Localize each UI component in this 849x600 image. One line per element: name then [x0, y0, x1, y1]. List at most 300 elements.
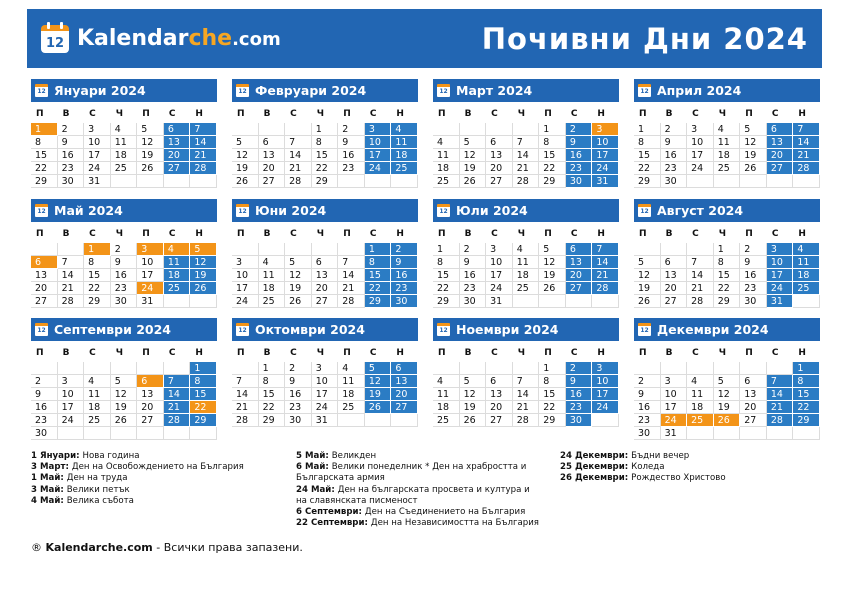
empty-day-cell — [259, 243, 286, 256]
weekday-label: С — [491, 109, 498, 119]
calendar-icon — [41, 25, 69, 53]
holiday-list-col-1 — [31, 451, 244, 507]
day-cell: 31 — [137, 295, 164, 308]
day-cell: 18 — [84, 401, 111, 414]
day-cell: 19 — [365, 388, 392, 401]
day-cell: 9 — [338, 136, 365, 149]
holiday-date: 24 Декември: — [560, 451, 632, 461]
day-cell: 23 — [661, 162, 688, 175]
day-cell: 8 — [259, 375, 286, 388]
day-cell: 1 — [84, 243, 111, 256]
weekday-label: В — [464, 348, 472, 358]
day-cell: 7 — [687, 256, 714, 269]
day-cell: 24 — [84, 162, 111, 175]
holiday-list-item — [296, 462, 539, 473]
day-cell: 3 — [84, 123, 111, 136]
day-cell: 12 — [365, 375, 392, 388]
holiday-name: Ден на труда — [66, 473, 128, 484]
day-cell: 25 — [433, 414, 460, 427]
empty-day-cell — [592, 414, 619, 427]
day-cell: 14 — [767, 388, 794, 401]
weekday-label: П — [343, 348, 351, 358]
day-cell: 17 — [137, 269, 164, 282]
day-cell: 14 — [513, 149, 540, 162]
weekday-label: С — [290, 229, 297, 239]
day-cell: 26 — [714, 414, 741, 427]
day-cell: 1 — [31, 123, 58, 136]
holiday-list-item — [31, 496, 244, 507]
day-cell: 18 — [793, 269, 820, 282]
day-cell: 28 — [164, 414, 191, 427]
holiday-date: 22 Септември: — [296, 518, 371, 529]
weekday-row — [31, 106, 217, 123]
day-cell: 26 — [285, 295, 312, 308]
day-cell: 11 — [111, 136, 138, 149]
month-calendar — [433, 79, 619, 188]
day-cell: 26 — [539, 282, 566, 295]
holiday-list-item — [296, 473, 539, 484]
day-cell: 18 — [111, 149, 138, 162]
weekday-label: В — [62, 348, 70, 358]
day-cell: 2 — [285, 362, 312, 375]
day-cell: 5 — [190, 243, 217, 256]
month-title: Октомври 2024 — [255, 322, 365, 337]
holiday-list-item — [560, 451, 726, 462]
day-cell: 8 — [84, 256, 111, 269]
calendar-icon-number: 12 — [238, 88, 247, 95]
weekday-label: В — [263, 229, 271, 239]
holiday-name: Ден на Съединението на България — [364, 507, 526, 518]
day-cell: 10 — [767, 256, 794, 269]
month-header — [31, 199, 217, 222]
day-cell: 12 — [111, 388, 138, 401]
empty-day-cell — [365, 414, 392, 427]
day-cell: 12 — [460, 149, 487, 162]
holiday-date: 5 Май: — [296, 451, 332, 461]
day-cell: 14 — [338, 269, 365, 282]
day-cell: 5 — [232, 136, 259, 149]
month-title: Януари 2024 — [54, 83, 146, 98]
day-cell: 4 — [84, 375, 111, 388]
holiday-list-item — [31, 462, 244, 473]
holiday-list-item — [31, 473, 244, 484]
day-cell: 20 — [31, 282, 58, 295]
day-cell: 16 — [566, 149, 593, 162]
day-cell: 30 — [391, 295, 418, 308]
calendar-icon — [236, 84, 249, 97]
month-header — [31, 318, 217, 341]
weekday-label: П — [745, 229, 753, 239]
day-cell: 30 — [740, 295, 767, 308]
day-cell: 4 — [513, 243, 540, 256]
weekday-label: Ч — [517, 109, 525, 119]
day-cell: 3 — [592, 123, 619, 136]
day-cell: 10 — [592, 136, 619, 149]
weekday-label: Ч — [115, 229, 123, 239]
empty-day-cell — [338, 414, 365, 427]
holiday-date: 3 Май: — [31, 484, 67, 495]
month-header — [634, 79, 820, 102]
day-cell: 18 — [391, 149, 418, 162]
holiday-date: 4 Май: — [31, 495, 67, 506]
month-title: Май 2024 — [54, 203, 123, 218]
day-cell: 12 — [539, 256, 566, 269]
day-cell: 11 — [164, 256, 191, 269]
weekday-label: П — [343, 229, 351, 239]
holiday-date: 6 Май: — [296, 462, 332, 473]
empty-day-cell — [58, 427, 85, 440]
empty-day-cell — [190, 175, 217, 188]
day-cell: 28 — [513, 175, 540, 188]
day-cell: 22 — [539, 401, 566, 414]
weekday-row — [433, 106, 619, 123]
month-title: Август 2024 — [657, 203, 744, 218]
day-cell: 30 — [634, 427, 661, 440]
weekday-label: В — [62, 229, 70, 239]
weekday-label: В — [464, 229, 472, 239]
weekday-label: С — [491, 348, 498, 358]
day-cell: 1 — [634, 123, 661, 136]
day-cell: 21 — [767, 401, 794, 414]
calendar-icon — [437, 84, 450, 97]
day-cell: 20 — [566, 269, 593, 282]
weekday-label: П — [237, 348, 245, 358]
day-cell: 9 — [460, 256, 487, 269]
day-cell: 27 — [259, 175, 286, 188]
weekday-row — [232, 106, 418, 123]
day-cell: 13 — [566, 256, 593, 269]
weekday-label: Н — [195, 109, 203, 119]
holiday-list-item — [296, 496, 539, 507]
day-cell: 17 — [312, 388, 339, 401]
holiday-date: 3 Март: — [31, 462, 72, 473]
day-cell: 2 — [391, 243, 418, 256]
day-cell: 19 — [111, 401, 138, 414]
holiday-name: Ден на българската просвета и култура и — [337, 484, 530, 495]
day-cell: 30 — [566, 175, 593, 188]
month-header — [232, 199, 418, 222]
day-cell: 5 — [460, 136, 487, 149]
day-grid — [31, 243, 217, 308]
day-cell: 1 — [259, 362, 286, 375]
empty-day-cell — [566, 295, 593, 308]
month-calendar — [634, 318, 820, 440]
day-cell: 18 — [433, 162, 460, 175]
weekday-label: П — [237, 229, 245, 239]
month-calendar — [31, 318, 217, 440]
day-cell: 24 — [767, 282, 794, 295]
day-cell: 30 — [566, 414, 593, 427]
day-cell: 11 — [259, 269, 286, 282]
day-grid — [232, 362, 418, 427]
holiday-name: на славянската писменост — [296, 495, 418, 506]
day-cell: 17 — [661, 401, 688, 414]
month-header — [433, 199, 619, 222]
day-cell: 5 — [460, 375, 487, 388]
day-cell: 31 — [592, 175, 619, 188]
day-cell: 15 — [793, 388, 820, 401]
month-calendar — [634, 79, 820, 188]
day-cell: 21 — [338, 282, 365, 295]
weekday-label: С — [570, 229, 578, 239]
day-cell: 16 — [661, 149, 688, 162]
day-grid — [433, 362, 619, 427]
weekday-label: П — [142, 109, 150, 119]
day-cell: 27 — [31, 295, 58, 308]
day-cell: 3 — [661, 375, 688, 388]
day-cell: 16 — [338, 149, 365, 162]
day-cell: 23 — [740, 282, 767, 295]
holiday-name: Ден на Независимостта на България — [370, 518, 539, 529]
day-cell: 22 — [365, 282, 392, 295]
day-cell: 2 — [111, 243, 138, 256]
empty-day-cell — [164, 427, 191, 440]
weekday-label: С — [692, 109, 699, 119]
holiday-name: Българската армия — [296, 473, 385, 484]
empty-day-cell — [486, 362, 513, 375]
weekday-label: Ч — [316, 348, 324, 358]
day-cell: 5 — [111, 375, 138, 388]
footer — [31, 541, 303, 554]
day-cell: 26 — [111, 414, 138, 427]
day-grid — [232, 123, 418, 188]
day-cell: 13 — [164, 136, 191, 149]
month-title: Юни 2024 — [255, 203, 327, 218]
day-cell: 30 — [31, 427, 58, 440]
calendar-icon — [236, 204, 249, 217]
day-cell: 22 — [433, 282, 460, 295]
weekday-label: С — [290, 348, 297, 358]
day-cell: 26 — [365, 401, 392, 414]
weekday-label: С — [89, 229, 96, 239]
day-cell: 24 — [365, 162, 392, 175]
day-cell: 10 — [592, 375, 619, 388]
day-cell: 20 — [259, 162, 286, 175]
empty-day-cell — [190, 295, 217, 308]
day-cell: 21 — [592, 269, 619, 282]
weekday-label: П — [237, 109, 245, 119]
day-cell: 4 — [259, 256, 286, 269]
logo-part3: .com — [232, 29, 281, 50]
day-cell: 20 — [767, 149, 794, 162]
day-cell: 25 — [433, 175, 460, 188]
month-calendar — [433, 318, 619, 427]
day-cell: 12 — [740, 136, 767, 149]
day-cell: 27 — [566, 282, 593, 295]
day-cell: 17 — [58, 401, 85, 414]
day-cell: 9 — [566, 136, 593, 149]
month-header — [634, 199, 820, 222]
weekday-label: Н — [597, 229, 605, 239]
page-title: Почивни Дни 2024 — [481, 21, 808, 56]
day-cell: 31 — [84, 175, 111, 188]
day-cell: 22 — [634, 162, 661, 175]
empty-day-cell — [661, 243, 688, 256]
empty-day-cell — [714, 175, 741, 188]
day-cell: 2 — [634, 375, 661, 388]
weekday-label: Н — [798, 229, 806, 239]
day-cell: 30 — [460, 295, 487, 308]
day-cell: 29 — [714, 295, 741, 308]
day-cell: 28 — [793, 162, 820, 175]
day-cell: 18 — [338, 388, 365, 401]
day-cell: 9 — [31, 388, 58, 401]
weekday-label: П — [639, 109, 647, 119]
holiday-name: Бъдни вечер — [631, 451, 690, 461]
day-cell: 3 — [767, 243, 794, 256]
day-cell: 17 — [687, 149, 714, 162]
empty-day-cell — [31, 243, 58, 256]
day-cell: 29 — [312, 175, 339, 188]
day-cell: 27 — [767, 162, 794, 175]
empty-day-cell — [338, 243, 365, 256]
day-cell: 21 — [793, 149, 820, 162]
empty-day-cell — [714, 427, 741, 440]
weekday-label: П — [745, 109, 753, 119]
calendar-icon-number: 12 — [439, 88, 448, 95]
day-cell: 28 — [687, 295, 714, 308]
day-cell: 3 — [232, 256, 259, 269]
day-cell: 13 — [486, 388, 513, 401]
empty-day-cell — [58, 243, 85, 256]
day-cell: 19 — [714, 401, 741, 414]
day-cell: 20 — [137, 401, 164, 414]
day-cell: 24 — [592, 162, 619, 175]
day-cell: 16 — [740, 269, 767, 282]
calendar-icon — [236, 323, 249, 336]
holiday-date: 25 Декември: — [560, 462, 632, 473]
holiday-list-col-2 — [296, 451, 539, 529]
day-cell: 8 — [793, 375, 820, 388]
day-cell: 24 — [58, 414, 85, 427]
weekday-label: Ч — [718, 348, 726, 358]
day-cell: 27 — [661, 295, 688, 308]
calendar-icon-number: 12 — [238, 327, 247, 334]
day-cell: 26 — [137, 162, 164, 175]
empty-day-cell — [433, 123, 460, 136]
empty-day-cell — [767, 362, 794, 375]
weekday-label: П — [745, 348, 753, 358]
empty-day-cell — [767, 175, 794, 188]
day-cell: 13 — [31, 269, 58, 282]
calendar-icon — [35, 204, 48, 217]
holiday-list-col-3 — [560, 451, 726, 485]
weekday-label: С — [89, 109, 96, 119]
day-cell: 17 — [84, 149, 111, 162]
day-cell: 23 — [391, 282, 418, 295]
weekday-label: П — [639, 229, 647, 239]
day-cell: 15 — [84, 269, 111, 282]
day-cell: 4 — [111, 123, 138, 136]
day-cell: 15 — [259, 388, 286, 401]
empty-day-cell — [190, 427, 217, 440]
day-cell: 26 — [232, 175, 259, 188]
day-cell: 20 — [312, 282, 339, 295]
day-cell: 3 — [687, 123, 714, 136]
empty-day-cell — [312, 243, 339, 256]
day-cell: 28 — [58, 295, 85, 308]
day-cell: 3 — [137, 243, 164, 256]
day-cell: 21 — [513, 162, 540, 175]
day-cell: 18 — [513, 269, 540, 282]
day-cell: 31 — [767, 295, 794, 308]
weekday-label: Ч — [517, 348, 525, 358]
day-cell: 25 — [164, 282, 191, 295]
day-cell: 7 — [513, 136, 540, 149]
day-cell: 29 — [539, 175, 566, 188]
weekday-label: С — [290, 109, 297, 119]
day-cell: 7 — [232, 375, 259, 388]
day-cell: 6 — [566, 243, 593, 256]
day-cell: 17 — [767, 269, 794, 282]
empty-day-cell — [391, 414, 418, 427]
day-cell: 22 — [190, 401, 217, 414]
day-cell: 16 — [58, 149, 85, 162]
empty-day-cell — [740, 427, 767, 440]
day-cell: 28 — [592, 282, 619, 295]
day-cell: 11 — [513, 256, 540, 269]
empty-day-cell — [391, 175, 418, 188]
day-cell: 11 — [687, 388, 714, 401]
weekday-label: Н — [396, 348, 404, 358]
logo-text — [77, 26, 281, 51]
day-cell: 13 — [312, 269, 339, 282]
holiday-list-item — [296, 518, 539, 529]
weekday-label: В — [665, 229, 673, 239]
day-cell: 29 — [539, 414, 566, 427]
day-cell: 18 — [433, 401, 460, 414]
empty-day-cell — [539, 295, 566, 308]
weekday-label: С — [771, 348, 779, 358]
day-cell: 19 — [634, 282, 661, 295]
weekday-label: В — [263, 109, 271, 119]
day-cell: 4 — [391, 123, 418, 136]
weekday-label: С — [168, 229, 176, 239]
weekday-label: С — [89, 348, 96, 358]
day-cell: 9 — [661, 136, 688, 149]
weekday-label: П — [438, 229, 446, 239]
holiday-list-item — [31, 451, 244, 462]
calendar-icon-number: 12 — [640, 208, 649, 215]
footer-site-link[interactable]: Kalendarche.com — [45, 541, 153, 554]
day-cell: 23 — [31, 414, 58, 427]
day-cell: 27 — [312, 295, 339, 308]
day-cell: 2 — [31, 375, 58, 388]
day-cell: 21 — [164, 401, 191, 414]
day-cell: 20 — [486, 162, 513, 175]
day-cell: 10 — [486, 256, 513, 269]
empty-day-cell — [513, 123, 540, 136]
empty-day-cell — [137, 362, 164, 375]
day-cell: 29 — [365, 295, 392, 308]
holiday-list-item — [296, 507, 539, 518]
empty-day-cell — [232, 362, 259, 375]
calendar-icon — [35, 84, 48, 97]
weekday-label: Н — [597, 109, 605, 119]
day-cell: 19 — [740, 149, 767, 162]
weekday-label: П — [438, 348, 446, 358]
empty-day-cell — [687, 243, 714, 256]
day-cell: 6 — [164, 123, 191, 136]
month-calendar — [31, 79, 217, 188]
day-cell: 10 — [365, 136, 392, 149]
day-cell: 25 — [513, 282, 540, 295]
site-logo[interactable] — [41, 25, 281, 53]
day-cell: 27 — [391, 401, 418, 414]
empty-day-cell — [740, 175, 767, 188]
day-cell: 27 — [164, 162, 191, 175]
day-cell: 16 — [634, 401, 661, 414]
